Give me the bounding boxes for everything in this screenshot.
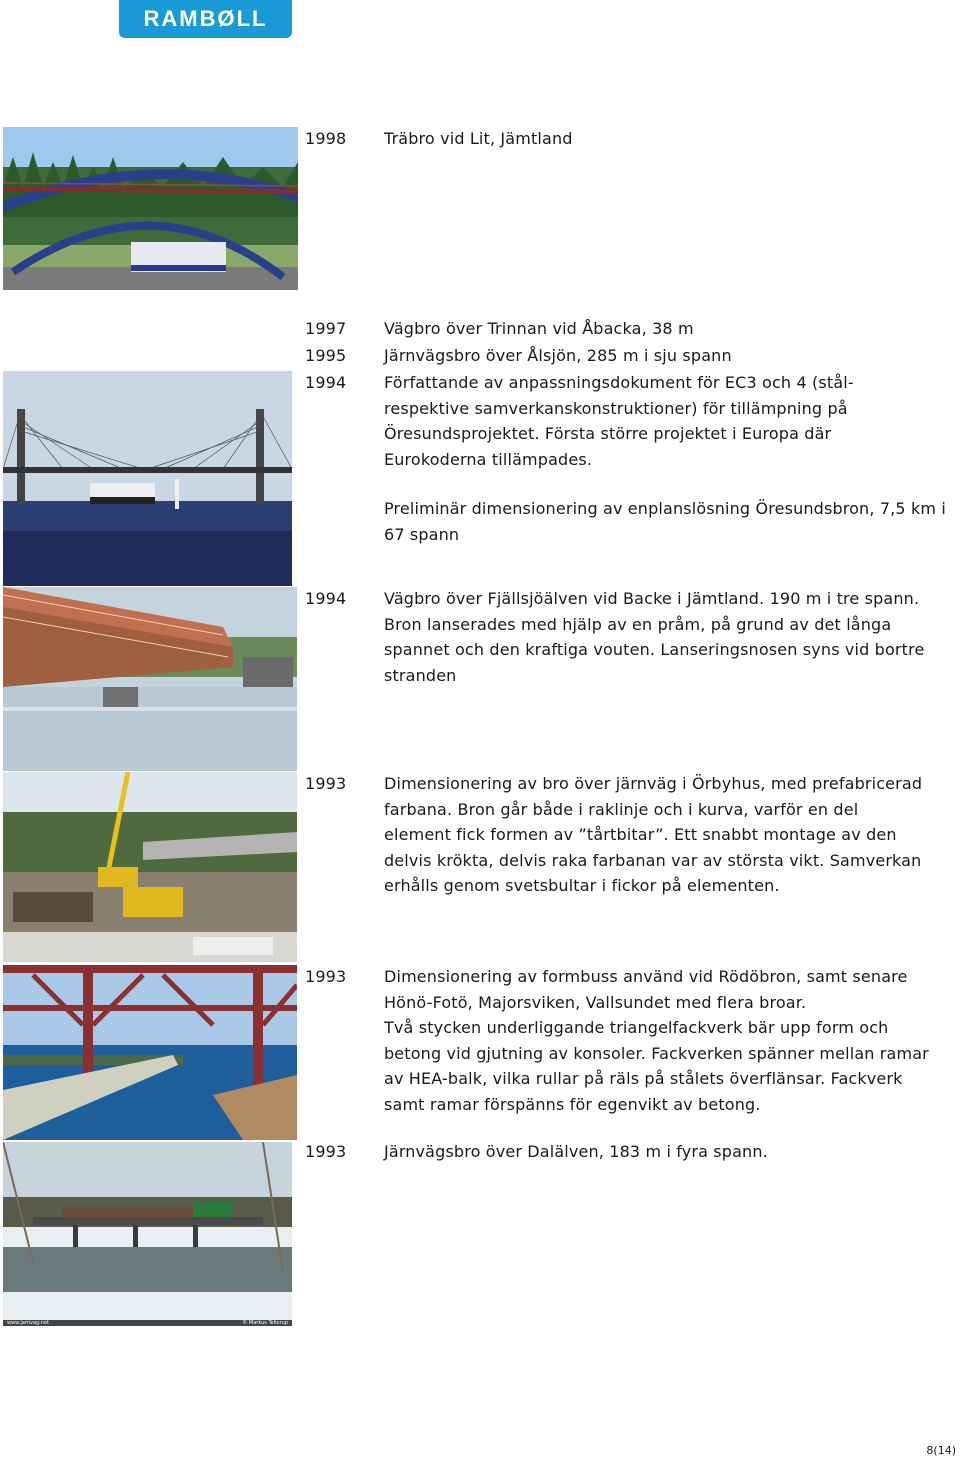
entry-text: Dimensionering av formbuss använd vid Rödöbron, samt senare Hönö-Fotö, Majorsviken, Vallsundet med flera broar.	[384, 967, 908, 1012]
photo-backe-bridge	[3, 587, 297, 771]
page-number: 8(14)	[926, 1444, 956, 1457]
photo-rodo-formwork	[3, 965, 297, 1140]
ramboll-logo: RAMBØLL	[119, 0, 292, 38]
entry-text: Två stycken underliggande triangelfackverk bär upp form och betong vid gjutning av konsoler. Fackverken spänner mellan ramar av HEA-balk, vilka rullar på räls på stålets överflänsar. Fackverk samt ramar förspänns för egenvikt av betong.	[384, 1018, 929, 1114]
entry-text: Vägbro över Trinnan vid Åbacka, 38 m	[384, 319, 694, 338]
photo-lit-bridge	[3, 127, 298, 290]
entry-year: 1995	[305, 346, 347, 365]
entry-text: Vägbro över Fjällsjöälven vid Backe i Jämtland. 190 m i tre spann. Bron lanserades med hjälp av en pråm, på grund av det långa spannet och den kraftiga vouten. Lanseringsnosen syns vid bortre stranden	[384, 589, 925, 685]
photo-credit-right: © Markus Tellerup	[242, 1320, 288, 1326]
entry-text: Järnvägsbro över Dalälven, 183 m i fyra spann.	[384, 1142, 768, 1161]
entry-year: 1997	[305, 319, 347, 338]
entry-year: 1994	[305, 373, 347, 392]
entry-text: Järnvägsbro över Ålsjön, 285 m i sju spann	[384, 346, 732, 365]
photo-orbyhus-bridge	[3, 772, 297, 962]
entry-text: Författande av anpassningsdokument för EC3 och 4 (stål- respektive samverkanskonstruktioner) för tillämpning på Öresundsprojektet. Första större projektet i Europa där Eurokoderna tillämpades.	[384, 373, 854, 469]
entry-year: 1994	[305, 589, 347, 608]
photo-oresund-bridge	[3, 371, 292, 586]
photo-dalalven-bridge	[3, 1142, 292, 1326]
photo-credit-left: www.jarnvag.net	[7, 1320, 49, 1326]
entry-text: Preliminär dimensionering av enplanslösning Öresundsbron, 7,5 km i 67 spann	[384, 499, 946, 544]
entry-year: 1993	[305, 967, 347, 986]
entry-year: 1993	[305, 1142, 347, 1161]
entry-year: 1998	[305, 129, 347, 148]
entry-text: Dimensionering av bro över järnväg i Örbyhus, med prefabricerad farbana. Bron går både i raklinje och i kurva, varför en del element fick formen av ”tårtbitar”. Ett snabbt montage av den delvis krökta, delvis raka farbanan var av största vikt. Samverkan erhålls genom svetsbultar i fickor på elementen.	[384, 774, 923, 895]
entry-year: 1993	[305, 774, 347, 793]
entry-text: Träbro vid Lit, Jämtland	[384, 129, 573, 148]
